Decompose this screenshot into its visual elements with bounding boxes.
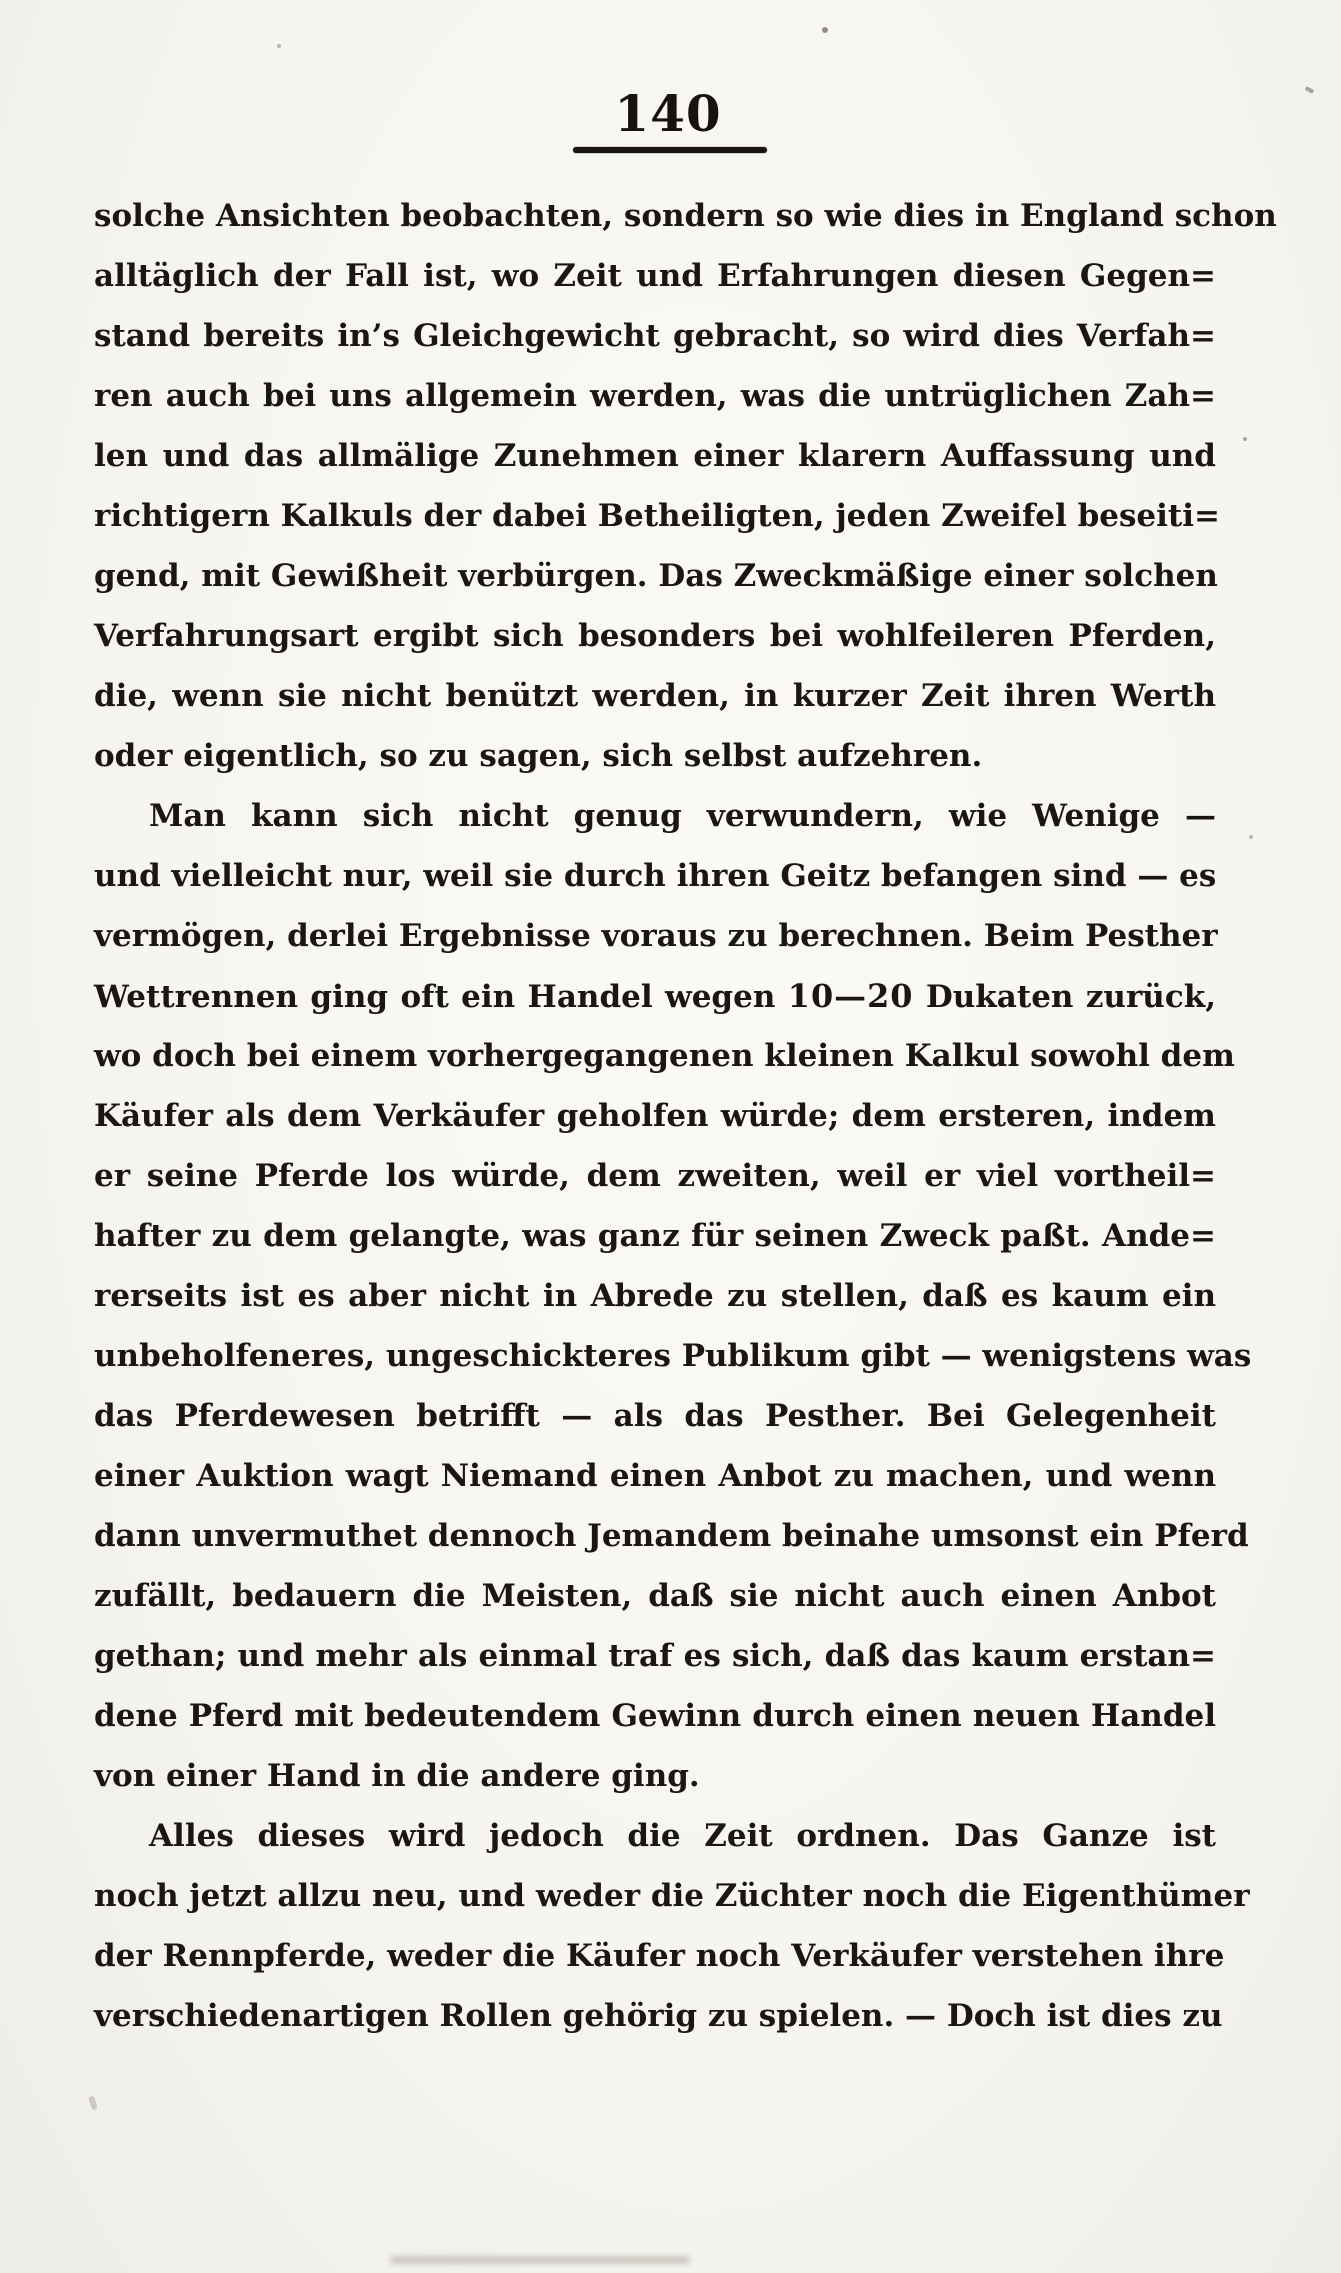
scan-artifact <box>277 44 281 48</box>
scan-smudge <box>390 2256 690 2264</box>
text-line: zufällt, bedauern die Meisten, daß sie nicht auch einen Anbot <box>94 1578 1216 1614</box>
text-line: vermögen, derlei Ergebnisse voraus zu berechnen. Beim Pesther <box>94 918 1218 954</box>
paragraph-3 <box>94 1806 1250 2046</box>
text-line: hafter zu dem gelangte, was ganz für seinen Zweck paßt. Ande= <box>94 1218 1216 1254</box>
text-line: dene Pferd mit bedeutendem Gewinn durch einen neuen Handel <box>94 1698 1216 1734</box>
text-line: stand bereits in’s Gleichgewicht gebracht, so wird dies Verfah= <box>94 318 1216 354</box>
scan-artifact <box>822 27 828 33</box>
scan-artifact <box>1305 86 1315 94</box>
text-line: ren auch bei uns allgemein werden, was die untrüglichen Zah= <box>94 378 1216 414</box>
text-line: dann unvermuthet dennoch Jemandem beinahe umsonst ein Pferd <box>94 1518 1249 1554</box>
text-line: das Pferdewesen betrifft — als das Pesther. Bei Gelegenheit <box>94 1398 1216 1434</box>
text-line: richtigern Kalkuls der dabei Betheiligten, jeden Zweifel beseiti= <box>94 498 1220 534</box>
scan-artifact <box>1243 437 1247 441</box>
header-rule-divider <box>573 147 767 153</box>
text-line: alltäglich der Fall ist, wo Zeit und Erfahrungen diesen Gegen= <box>94 258 1216 294</box>
text-line: len und das allmälige Zunehmen einer klarern Auffassung und <box>94 438 1216 474</box>
text-line: solche Ansichten beobachten, sondern so wie dies in England schon <box>94 198 1277 234</box>
text-line <box>94 966 1216 1026</box>
text-line: der Rennpferde, weder die Käufer noch Verkäufer verstehen ihre <box>94 1938 1225 1974</box>
paragraph-2 <box>94 786 1252 1806</box>
text-line: und vielleicht nur, weil sie durch ihren Geitz befangen sind — es <box>94 858 1217 894</box>
text-line: von einer Hand in die andere ging. <box>94 1758 700 1794</box>
text-line: rerseits ist es aber nicht in Abrede zu stellen, daß es kaum ein <box>94 1278 1216 1314</box>
text-line: wo doch bei einem vorhergegangenen kleinen Kalkul sowohl dem <box>94 1038 1235 1074</box>
page-text <box>94 186 1277 2046</box>
paragraph-1 <box>94 186 1277 786</box>
text-line: gend, mit Gewißheit verbürgen. Das Zweckmäßige einer solchen <box>94 558 1218 594</box>
text-line: Verfahrungsart ergibt sich besonders bei wohlfeileren Pferden, <box>94 618 1216 654</box>
scan-artifact <box>1249 835 1253 839</box>
text-line: die, wenn sie nicht benützt werden, in kurzer Zeit ihren Werth <box>94 678 1216 714</box>
text-line: gethan; und mehr als einmal traf es sich, daß das kaum erstan= <box>94 1638 1216 1674</box>
text-line: noch jetzt allzu neu, und weder die Züchter noch die Eigenthümer <box>94 1878 1250 1914</box>
text-line: einer Auktion wagt Niemand einen Anbot zu machen, und wenn <box>94 1458 1216 1494</box>
bold-numerals: 10—20 <box>787 977 914 1015</box>
text-line: Käufer als dem Verkäufer geholfen würde; dem ersteren, indem <box>94 1098 1216 1134</box>
text-line: oder eigentlich, so zu sagen, sich selbst aufzehren. <box>94 738 983 774</box>
text-line: er seine Pferde los würde, dem zweiten, weil er viel vortheil= <box>94 1158 1216 1194</box>
line-segment: Wettrennen ging oft ein Handel wegen <box>94 979 788 1015</box>
line-segment: Dukaten zurück, <box>913 979 1216 1015</box>
text-line: Alles dieses wird jedoch die Zeit ordnen. Das Ganze ist <box>149 1818 1216 1854</box>
text-line: unbeholfeneres, ungeschickteres Publikum gibt — wenigstens was <box>94 1338 1252 1374</box>
text-line: verschiedenartigen Rollen gehörig zu spielen. — Doch ist dies zu <box>94 1998 1223 2034</box>
page-number: 140 <box>614 84 722 143</box>
text-line: Man kann sich nicht genug verwundern, wie Wenige — <box>149 798 1216 834</box>
scan-artifact <box>88 2095 98 2110</box>
